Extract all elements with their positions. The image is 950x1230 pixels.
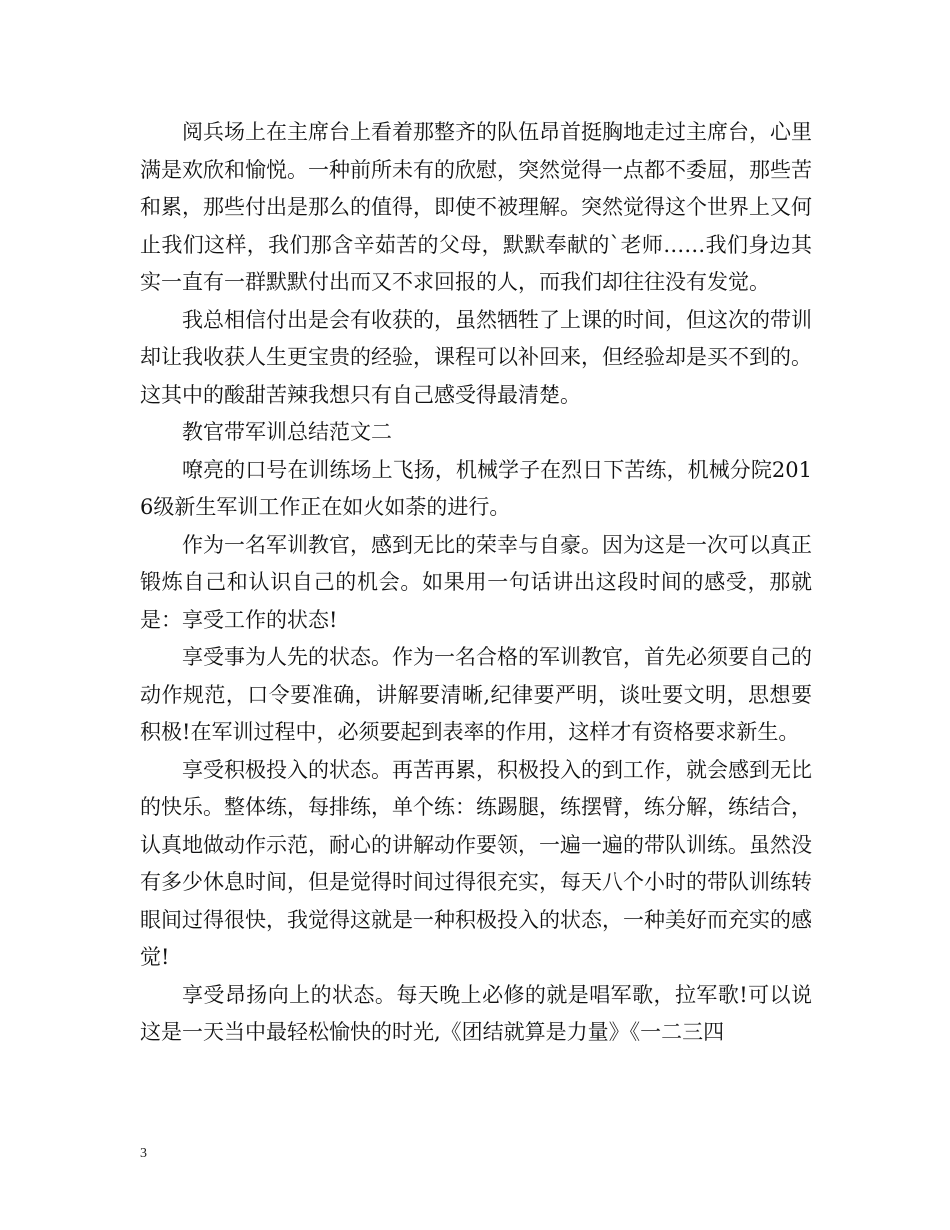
paragraph-5: 享受事为人先的状态。作为一名合格的军训教官，首先必须要自己的动作规范，口令要准确，讲解要清晰,纪律要严明，谈吐要文明，思想要积极!在军训过程中，必须要起到表率的作用，这样才有资格要求新生。 bbox=[140, 645, 812, 744]
document-body bbox=[140, 114, 812, 1052]
section-heading: 教官带军训总结范文二 bbox=[182, 420, 392, 444]
paragraph-3: 嘹亮的口号在训练场上飞扬，机械学子在烈日下苦练，机械分院2016级新生军训工作正在如火如荼的进行。 bbox=[140, 457, 812, 519]
paragraph-7: 享受昂扬向上的状态。每天晚上必修的就是唱军歌，拉军歌!可以说这是一天当中最轻松愉快的时光,《团结就算是力量》《一二三四 bbox=[140, 982, 812, 1044]
paragraph-4: 作为一名军训教官，感到无比的荣幸与自豪。因为这是一次可以真正锻炼自己和认识自己的机会。如果用一句话讲出这段时间的感受，那就是：享受工作的状态! bbox=[140, 532, 812, 632]
paragraph-2: 我总相信付出是会有收获的，虽然牺牲了上课的时间，但这次的带训却让我收获人生更宝贵的经验，课程可以补回来，但经验却是买不到的。这其中的酸甜苦辣我想只有自己感受得最清楚。 bbox=[140, 307, 812, 407]
page-number: 3 bbox=[140, 1146, 147, 1161]
paragraph-1: 阅兵场上在主席台上看着那整齐的队伍昂首挺胸地走过主席台，心里满是欢欣和愉悦。一种前所未有的欣慰，突然觉得一点都不委屈，那些苦和累，那些付出是那么的值得，即使不被理解。突然觉得这个世界上又何止我们这样，我们那含辛茹苦的父母，默默奉献的`老师……我们身边其实一直有一群默默付出而又不求回报的人，而我们却往往没有发觉。 bbox=[140, 120, 812, 294]
paragraph-6: 享受积极投入的状态。再苦再累，积极投入的到工作，就会感到无比的快乐。整体练，每排练，单个练：练踢腿，练摆臂，练分解，练结合，认真地做动作示范，耐心的讲解动作要领，一遍一遍的带队训练。虽然没有多少休息时间，但是觉得时间过得很充实，每天八个小时的带队训练转眼间过得很快，我觉得这就是一种积极投入的状态，一种美好而充实的感觉! bbox=[140, 757, 812, 969]
